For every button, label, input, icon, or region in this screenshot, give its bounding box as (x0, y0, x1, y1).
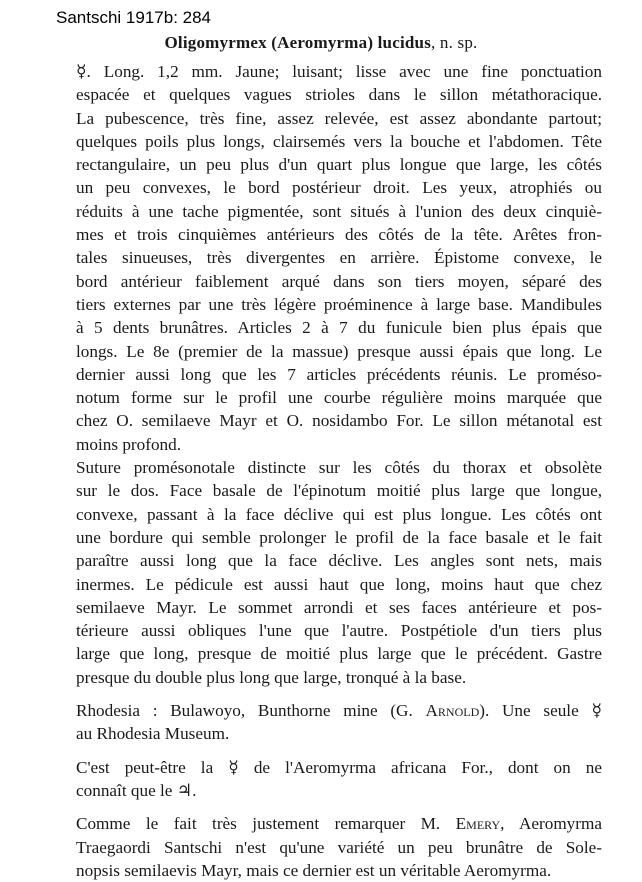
text-line: ☿. Long. 1,2 mm. Jaune; luisant; lisse avec une fine ponctuation (76, 62, 602, 81)
text-line: chez O. semilaeve Mayr et O. nosidambo For. Le sillon métanotal est (76, 411, 602, 431)
text-line: longs. Le 8e (premier de la massue) presque aussi épais que long. Le (76, 341, 602, 361)
text-line: à 5 dents brunâtres. Articles 2 à 7 du funicule bien plus épais que (76, 318, 602, 338)
text-line: quelques poils plus longs, clairsemés vers la bouche et l'abdomen. Tête (76, 131, 602, 151)
text-line: dernier aussi long que les 7 articles précédents réunis. Le proméso- (76, 364, 602, 384)
text-line: tales sinueuses, très divergentes en arrière. Épistome convexe, le (76, 248, 602, 268)
paragraph-note-emery (42, 812, 602, 882)
text-line: une bordure qui semble prolonger le profil de la face basale et le fait (76, 527, 602, 547)
text-line: inermes. Le pédicule est aussi haut que long, moins haut que chez (76, 574, 602, 594)
text-line: réduits à une tache pigmentée, sont situés à l'union des deux cinquiè- (76, 201, 602, 221)
text-line: mes et trois cinquièmes antérieurs des côtés de la tête. Arêtes fron- (76, 225, 602, 245)
text-line: Traegaordi Santschi n'est qu'une variété un peu brunâtre de Sole- (76, 837, 602, 857)
paragraph-note-africana (42, 756, 602, 803)
text-line: Comme le fait très justement remarquer M. Emery, Aeromyrma (76, 814, 602, 834)
species-name: Oligomyrmex (Aeromyrma) lucidus (164, 33, 432, 52)
species-suffix: , n. sp. (431, 33, 478, 52)
text-line: espacée et quelques vagues strioles dans le sillon métathoracique. (76, 85, 602, 105)
text-line: nopsis semilaevis Mayr, mais ce dernier est un véritable Aeromyrma. (76, 860, 552, 880)
text-line: La pubescence, très fine, assez relevée, est assez abondante partout; (76, 108, 602, 128)
text-line: au Rhodesia Museum. (76, 724, 230, 744)
text-line: presque du double plus long que large, tronqué à la base. (76, 667, 467, 687)
text-line: convexe, passant à la face déclive qui est plus longue. Les côtés ont (76, 504, 602, 524)
text-line: rectangulaire, un peu plus d'un quart plus longue que large, les côtés (76, 155, 602, 175)
citation: Santschi 1917b: 284 (56, 8, 212, 27)
text-line: sur le dos. Face basale de l'épinotum moitié plus large que longue, (76, 481, 602, 501)
text-line: C'est peut-être la ☿ de l'Aeromyrma africana For., dont on ne (76, 757, 602, 777)
description-body (42, 60, 602, 882)
paragraph-locality (42, 699, 602, 746)
text-line: moins profond. (76, 434, 182, 454)
text-line: tiers externes par une très légère proéminence à large base. Mandibules (76, 294, 602, 314)
text-line: large que long, presque de moitié plus large que le précédent. Gastre (76, 644, 602, 664)
text-line: connaît que le ♃. (76, 780, 197, 800)
paragraph-thorax-description (42, 456, 602, 689)
text-line: bord antérieur faiblement arqué dans son tiers moyen, séparé des (76, 271, 602, 291)
text-line: Rhodesia : Bulawoyo, Bunthorne mine (G. Arnold). Une seule ☿ (76, 701, 602, 721)
text-line: un peu convexes, le bord postérieur droit. Les yeux, atrophiés ou (76, 178, 602, 198)
text-line: Suture promésonotale distincte sur les côtés du thorax et obsolète (76, 458, 602, 478)
species-title (0, 33, 642, 53)
text-line: térieure aussi obliques l'une que l'autre. Postpétiole d'un tiers plus (76, 621, 602, 641)
text-line: paraître aussi long que la face déclive. Les angles sont nets, mais (76, 551, 602, 571)
text-line: notum forme sur le profil une courbe régulière moins marquée que (76, 388, 602, 408)
paragraph-worker-description (42, 60, 602, 456)
text-line: semilaeve Mayr. Le sommet arrondi et ses faces antérieure et pos- (76, 597, 602, 617)
